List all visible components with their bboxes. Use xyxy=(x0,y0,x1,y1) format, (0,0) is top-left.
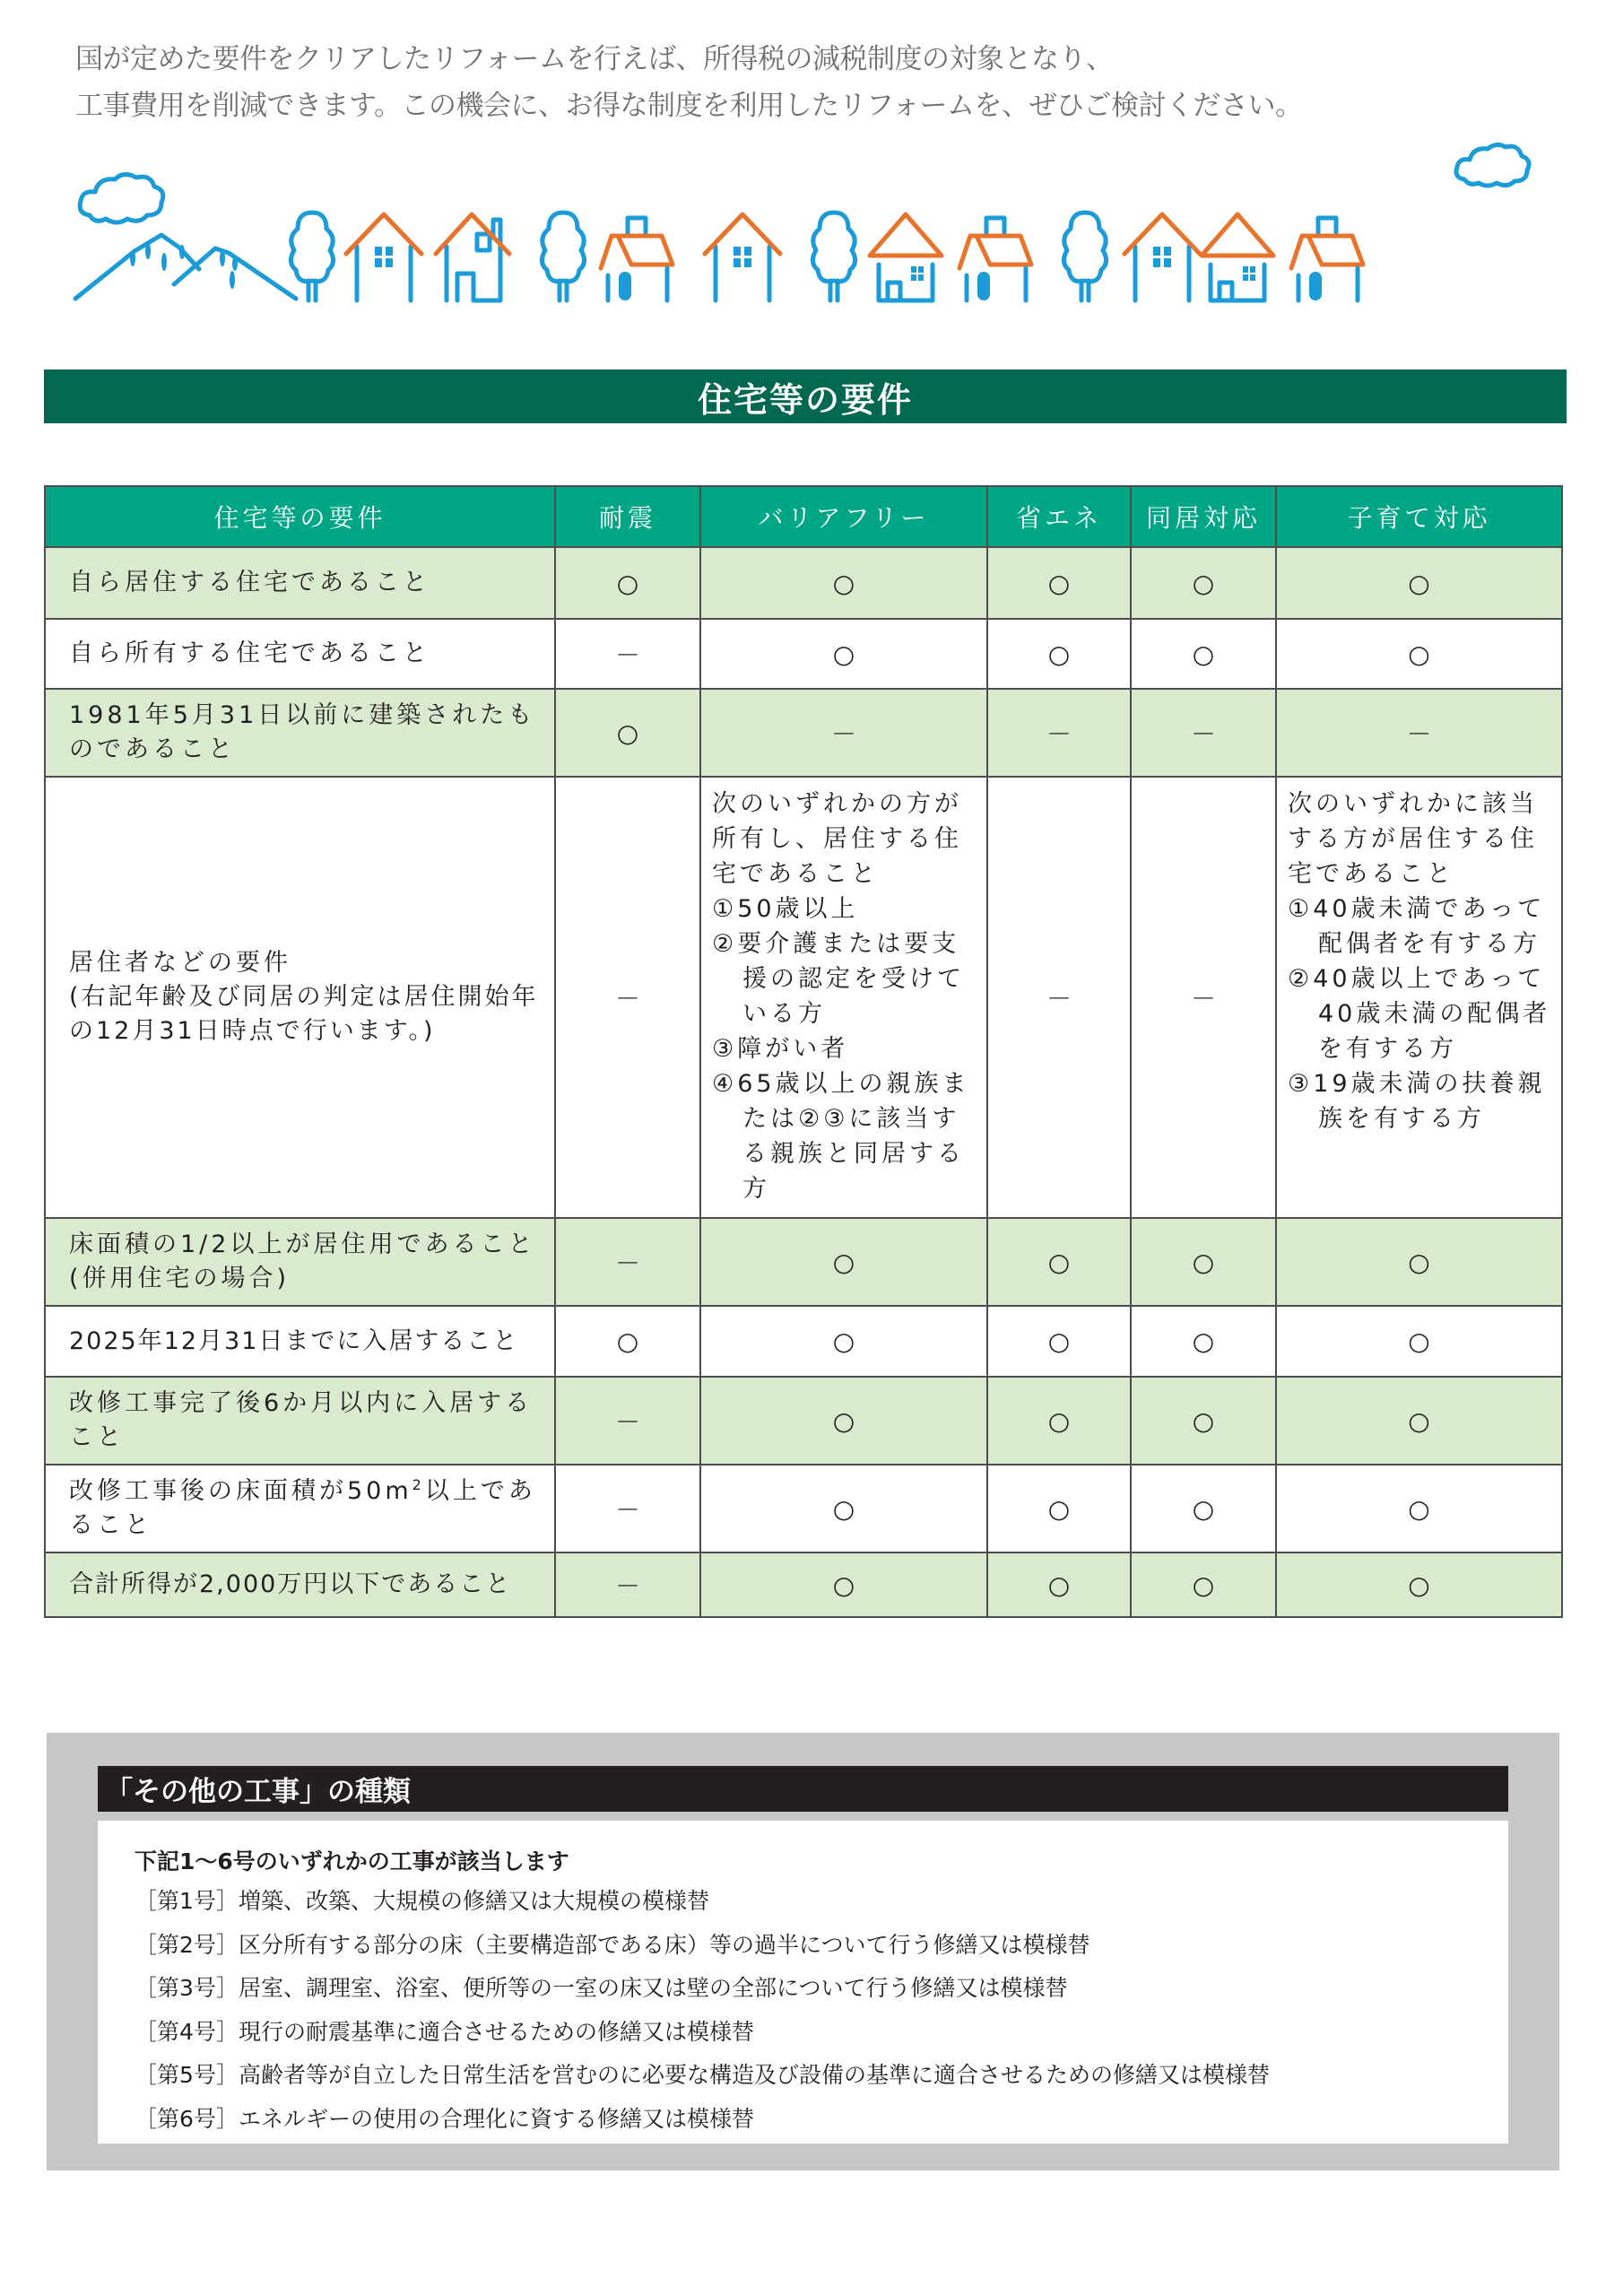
cell-dokyo: ○ xyxy=(1131,1377,1276,1465)
cell-kosodate: ○ xyxy=(1276,1465,1562,1552)
cell-barrier-free: ○ xyxy=(700,1552,987,1617)
kosodate-intro: 次のいずれかに該当する方が居住する住宅であること xyxy=(1288,790,1538,888)
cell-barrier-free: ○ xyxy=(700,619,987,689)
row-label: 改修工事完了後6か月以内に入居すること xyxy=(45,1377,555,1465)
tree-icon xyxy=(812,213,855,300)
mountains-icon xyxy=(75,235,296,299)
row-label: 合計所得が2,000万円以下であること xyxy=(45,1552,555,1617)
cell-barrier-free: ○ xyxy=(700,1377,987,1465)
superscript: 2 xyxy=(412,1476,425,1493)
row-label xyxy=(45,777,555,1218)
table-row xyxy=(45,1377,1562,1465)
list-item xyxy=(135,1878,1270,1922)
row-label xyxy=(45,1465,555,1552)
barrier-free-item: ④65歳以上の親族または②③に該当する親族と同居する方 xyxy=(712,1070,970,1203)
row-label: 自ら所有する住宅であること xyxy=(45,619,555,689)
row-label: 自ら居住する住宅であること xyxy=(45,547,555,619)
cell-taishin: － xyxy=(555,1218,700,1306)
house-icon xyxy=(1202,214,1273,300)
table-row xyxy=(45,1552,1562,1617)
item-text: 居室、調理室、浴室、便所等の一室の床又は壁の全部について行う修繕又は模様替 xyxy=(239,1975,1068,2002)
header-requirement: 住宅等の要件 xyxy=(45,486,555,547)
house-icon xyxy=(705,214,780,300)
house-icon xyxy=(870,214,942,300)
table-row xyxy=(45,1218,1562,1306)
kosodate-item: ②40歳以上であって40歳未満の配偶者を有する方 xyxy=(1288,965,1551,1063)
cell-taishin: ○ xyxy=(555,689,700,777)
header-kosodate: 子育て対応 xyxy=(1276,486,1562,547)
list-item xyxy=(135,2052,1270,2096)
cell-shoene: ○ xyxy=(987,1306,1131,1377)
list-item xyxy=(135,1965,1270,2009)
header-barrier-free: バリアフリー xyxy=(700,486,987,547)
table-row xyxy=(45,619,1562,689)
barrier-free-item: ①50歳以上 xyxy=(712,895,859,923)
townscape-illustration xyxy=(0,126,1606,314)
cell-barrier-free: ○ xyxy=(700,1218,987,1306)
cell-dokyo: － xyxy=(1131,689,1276,777)
row-label-text: 改修工事後の床面積が50m xyxy=(69,1477,412,1505)
cell-kosodate: ○ xyxy=(1276,1552,1562,1617)
house-icon xyxy=(959,218,1031,300)
cell-kosodate: ○ xyxy=(1276,1306,1562,1377)
cell-taishin: － xyxy=(555,1552,700,1617)
other-works-title: 「その他の工事」の種類 xyxy=(98,1766,1508,1812)
cell-taishin: － xyxy=(555,619,700,689)
table-row xyxy=(45,1306,1562,1377)
house-icon xyxy=(1291,218,1363,300)
table-row xyxy=(45,1465,1562,1552)
requirements-table xyxy=(44,485,1563,1618)
intro-line-1: 国が定めた要件をクリアしたリフォームを行えば、所得税の減税制度の対象となり、 xyxy=(75,43,1114,75)
row-label: 1981年5月31日以前に建築されたものであること xyxy=(45,689,555,777)
barrier-free-item: ②要介護または要支援の認定を受けている方 xyxy=(712,930,965,1028)
cell-shoene: ○ xyxy=(987,1377,1131,1465)
list-item xyxy=(135,1922,1270,1966)
cell-taishin: ○ xyxy=(555,1306,700,1377)
kosodate-item: ③19歳未満の扶養親族を有する方 xyxy=(1288,1070,1546,1133)
cell-shoene: － xyxy=(987,689,1131,777)
tree-icon xyxy=(1063,213,1106,300)
cell-shoene: ○ xyxy=(987,1465,1131,1552)
row-label-note: (右記年齢及び同居の判定は居住開始年の12月31日時点で行います。) xyxy=(69,983,539,1045)
header-taishin: 耐震 xyxy=(555,486,700,547)
cell-dokyo: － xyxy=(1131,777,1276,1218)
cell-shoene: ○ xyxy=(987,547,1131,619)
row-label-text: 以上であること xyxy=(69,1477,536,1539)
table-header-row xyxy=(45,486,1562,547)
cell-taishin: － xyxy=(555,1465,700,1552)
section-banner: 住宅等の要件 xyxy=(44,370,1567,423)
cell-shoene: ○ xyxy=(987,1552,1131,1617)
item-text: 増築、改築、大規模の修繕又は大規模の模様替 xyxy=(239,1888,710,1915)
item-number: ［第1号］ xyxy=(135,1888,239,1915)
other-works-lead: 下記1～6号のいずれかの工事が該当します xyxy=(135,1848,569,1874)
cell-taishin: ○ xyxy=(555,547,700,619)
house-icon xyxy=(436,214,509,300)
table-row-residents xyxy=(45,777,1562,1218)
cell-barrier-free: ○ xyxy=(700,1465,987,1552)
house-icon xyxy=(601,218,673,300)
cell-taishin: － xyxy=(555,777,700,1218)
row-label: 床面積の1/2以上が居住用であること(併用住宅の場合) xyxy=(45,1218,555,1306)
item-text: 区分所有する部分の床（主要構造部である床）等の過半について行う修繕又は模様替 xyxy=(239,1931,1090,1958)
house-icon xyxy=(1124,214,1200,300)
list-item xyxy=(135,2096,1270,2140)
list-item xyxy=(135,2009,1270,2053)
tree-icon xyxy=(291,213,333,300)
cell-kosodate: ○ xyxy=(1276,1218,1562,1306)
barrier-free-intro: 次のいずれかの方が所有し、居住する住宅であること xyxy=(712,790,962,888)
cell-kosodate: － xyxy=(1276,689,1562,777)
table-row xyxy=(45,547,1562,619)
cell-kosodate: ○ xyxy=(1276,1377,1562,1465)
kosodate-item: ①40歳未満であって配偶者を有する方 xyxy=(1288,895,1546,958)
cell-dokyo: ○ xyxy=(1131,547,1276,619)
item-text: エネルギーの使用の合理化に資する修繕又は模様替 xyxy=(239,2105,755,2132)
cell-barrier-free: ○ xyxy=(700,547,987,619)
cloud-icon xyxy=(1456,144,1529,186)
item-text: 現行の耐震基準に適合させるための修繕又は模様替 xyxy=(239,2018,755,2045)
cell-kosodate xyxy=(1276,777,1562,1218)
item-number: ［第2号］ xyxy=(135,1931,239,1958)
cell-dokyo: ○ xyxy=(1131,1218,1276,1306)
cell-dokyo: ○ xyxy=(1131,1465,1276,1552)
row-label-main: 居住者などの要件 xyxy=(69,949,291,977)
cell-shoene: ○ xyxy=(987,1218,1131,1306)
cell-dokyo: ○ xyxy=(1131,1552,1276,1617)
table-row xyxy=(45,689,1562,777)
tree-icon xyxy=(542,213,584,300)
item-number: ［第5号］ xyxy=(135,2062,239,2089)
barrier-free-item: ③障がい者 xyxy=(712,1035,849,1063)
cell-dokyo: ○ xyxy=(1131,619,1276,689)
item-number: ［第6号］ xyxy=(135,2105,239,2132)
cell-barrier-free: － xyxy=(700,689,987,777)
cell-shoene: － xyxy=(987,777,1131,1218)
header-dokyo: 同居対応 xyxy=(1131,486,1276,547)
house-icon xyxy=(346,214,421,300)
item-number: ［第3号］ xyxy=(135,1975,239,2002)
other-works-list xyxy=(135,1878,1270,2139)
intro-line-2: 工事費用を削減できます。この機会に、お得な制度を利用したリフォームを、ぜひご検討ください。 xyxy=(75,90,1303,122)
cell-shoene: ○ xyxy=(987,619,1131,689)
intro-text xyxy=(75,36,1546,129)
cloud-icon xyxy=(80,174,163,222)
cell-taishin: － xyxy=(555,1377,700,1465)
cell-barrier-free: ○ xyxy=(700,1306,987,1377)
cell-kosodate: ○ xyxy=(1276,547,1562,619)
cell-kosodate: ○ xyxy=(1276,619,1562,689)
cell-barrier-free xyxy=(700,777,987,1218)
header-shoene: 省エネ xyxy=(987,486,1131,547)
item-text: 高齢者等が自立した日常生活を営むのに必要な構造及び設備の基準に適合させるための修繕又は模様替 xyxy=(239,2062,1271,2089)
cell-dokyo: ○ xyxy=(1131,1306,1276,1377)
row-label: 2025年12月31日までに入居すること xyxy=(45,1306,555,1377)
item-number: ［第4号］ xyxy=(135,2018,239,2045)
